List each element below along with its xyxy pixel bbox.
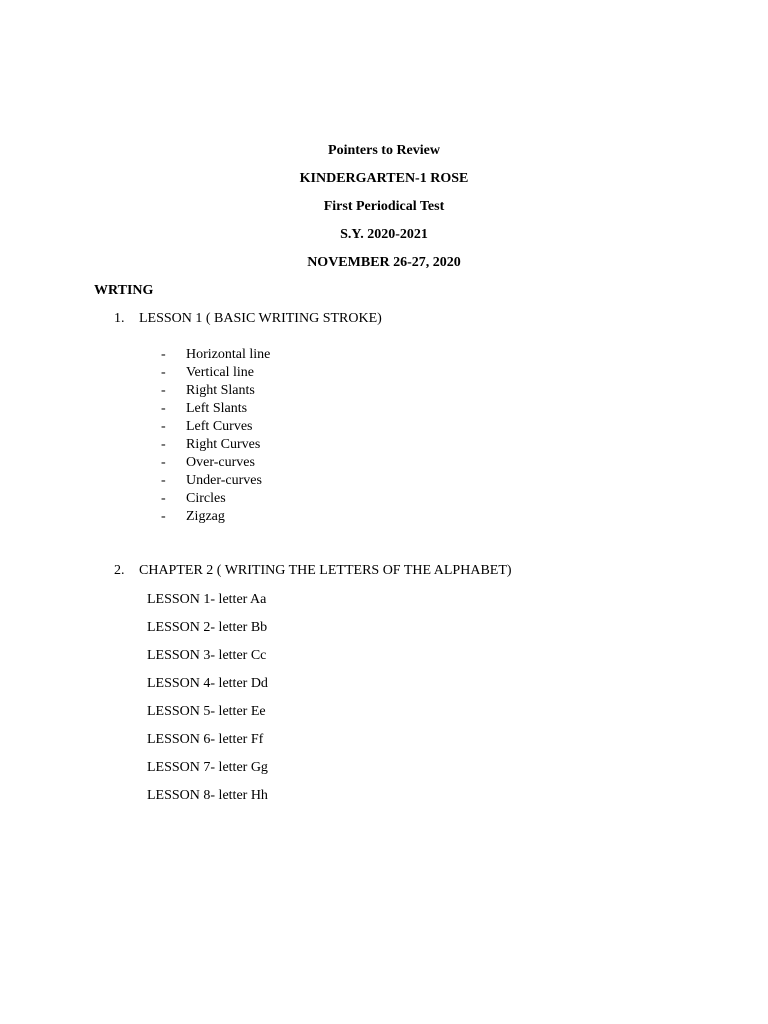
- list-item: LESSON 6- letter Ff: [147, 732, 264, 747]
- dash-bullet: -: [161, 419, 166, 434]
- list-item: [161, 364, 270, 382]
- lesson-1-number: 1.: [114, 311, 125, 326]
- list-item: LESSON 4- letter Dd: [147, 676, 268, 691]
- chapter-2-heading: [114, 563, 512, 579]
- lesson-1-title: LESSON 1 ( BASIC WRITING STROKE): [139, 311, 382, 326]
- dash-bullet: -: [161, 473, 166, 488]
- list-item: [161, 454, 270, 472]
- test-name: First Periodical Test: [323, 199, 445, 214]
- stroke-label: Vertical line: [186, 365, 255, 380]
- list-item: LESSON 5- letter Ee: [147, 704, 266, 719]
- test-dates: NOVEMBER 26-27, 2020: [307, 255, 461, 270]
- chapter-2-title: CHAPTER 2 ( WRITING THE LETTERS OF THE ALPHABET): [139, 563, 512, 578]
- dash-bullet: -: [161, 509, 166, 524]
- list-item: LESSON 3- letter Cc: [147, 648, 267, 663]
- alphabet-lesson-list: [147, 592, 268, 816]
- basic-stroke-list: [161, 346, 270, 526]
- list-item: [161, 472, 270, 490]
- dash-bullet: -: [161, 365, 166, 380]
- list-item: LESSON 1- letter Aa: [147, 592, 267, 607]
- section-title-writing: WRTING: [94, 283, 154, 298]
- dash-bullet: -: [161, 401, 166, 416]
- stroke-label: Left Slants: [186, 401, 248, 416]
- stroke-label: Right Slants: [186, 383, 255, 398]
- stroke-label: Over-curves: [186, 455, 255, 470]
- list-item: [161, 382, 270, 400]
- list-item: LESSON 7- letter Gg: [147, 760, 268, 775]
- dash-bullet: -: [161, 437, 166, 452]
- stroke-label: Horizontal line: [186, 347, 271, 362]
- stroke-label: Zigzag: [186, 509, 225, 524]
- class-name: KINDERGARTEN-1 ROSE: [299, 171, 469, 186]
- list-item: [161, 346, 270, 364]
- stroke-label: Under-curves: [186, 473, 262, 488]
- list-item: [161, 418, 270, 436]
- document-title: Pointers to Review: [328, 143, 440, 158]
- list-item: [161, 436, 270, 454]
- chapter-2-number: 2.: [114, 563, 125, 578]
- stroke-label: Circles: [186, 491, 226, 506]
- list-item: LESSON 2- letter Bb: [147, 620, 268, 635]
- lesson-1-heading: [114, 311, 382, 327]
- school-year: S.Y. 2020-2021: [340, 227, 428, 242]
- stroke-label: Right Curves: [186, 437, 261, 452]
- list-item: [161, 508, 270, 526]
- dash-bullet: -: [161, 455, 166, 470]
- stroke-label: Left Curves: [186, 419, 253, 434]
- list-item: [161, 400, 270, 418]
- list-item: [161, 490, 270, 508]
- dash-bullet: -: [161, 383, 166, 398]
- dash-bullet: -: [161, 491, 166, 506]
- list-item: LESSON 8- letter Hh: [147, 788, 268, 803]
- dash-bullet: -: [161, 347, 166, 362]
